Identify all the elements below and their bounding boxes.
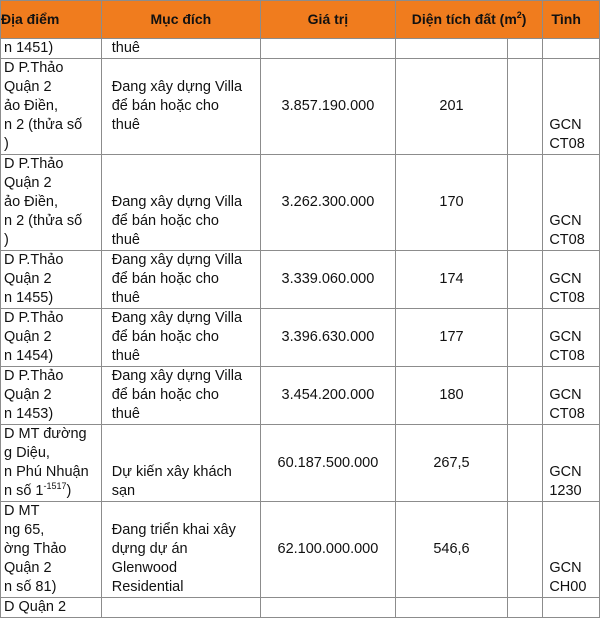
row-value [260, 39, 395, 59]
row-location: D P.Thảo Quận 2 ảo Điền, n 2 (thửa số ) [1, 155, 102, 251]
row-purpose: thuê [101, 39, 260, 59]
row-location: D P.Thảo Quận 2 n 1455) [1, 251, 102, 309]
row-status: GCN CH00 [543, 502, 600, 598]
row-value [260, 598, 395, 618]
row-value: 3.857.190.000 [260, 59, 395, 155]
row-area: 174 [395, 251, 507, 309]
row-status [543, 598, 600, 618]
row-area [395, 598, 507, 618]
row-value: 3.396.630.000 [260, 309, 395, 367]
header-area: Diện tích đất $(m^2)$ [395, 1, 542, 39]
row-status [543, 39, 600, 59]
row-value: 62.100.000.000 [260, 502, 395, 598]
row-location: D P.Thảo Quận 2 n 1454) [1, 309, 102, 367]
row-purpose: Đang xây dựng Villa để bán hoặc cho thuê [101, 367, 260, 425]
table-row [1, 39, 600, 59]
row-purpose: Đang xây dựng Villa để bán hoặc cho thuê [101, 251, 260, 309]
row-value: 60.187.500.000 [260, 425, 395, 502]
row-location: n 1451) [1, 39, 102, 59]
header-status: Tình [543, 1, 600, 39]
row-status: GCN 1230 [543, 425, 600, 502]
row-empty-cell [508, 39, 543, 59]
header-purpose: Mục đích [101, 1, 260, 39]
row-purpose [101, 598, 260, 618]
row-purpose: Đang triển khai xây dựng dự án Glenwood Residential [101, 502, 260, 598]
row-empty-cell [508, 598, 543, 618]
row-value: 3.339.060.000 [260, 251, 395, 309]
table-row [1, 59, 600, 155]
row-status: GCN CT08 [543, 59, 600, 155]
row-area: 170 [395, 155, 507, 251]
row-status: GCN CT08 [543, 367, 600, 425]
header-location: Địa điểm [1, 1, 102, 39]
table-row [1, 309, 600, 367]
row-empty-cell [508, 155, 543, 251]
row-empty-cell [508, 367, 543, 425]
row-purpose: Đang xây dựng Villa để bán hoặc cho thuê [101, 59, 260, 155]
row-area: 180 [395, 367, 507, 425]
row-purpose: Đang xây dựng Villa để bán hoặc cho thuê [101, 155, 260, 251]
row-area: 177 [395, 309, 507, 367]
row-empty-cell [508, 59, 543, 155]
table-row [1, 502, 600, 598]
row-location: D P.Thảo Quận 2 n 1453) [1, 367, 102, 425]
row-value: 3.454.200.000 [260, 367, 395, 425]
row-empty-cell [508, 309, 543, 367]
row-empty-cell [508, 251, 543, 309]
row-empty-cell [508, 425, 543, 502]
row-area: 201 [395, 59, 507, 155]
row-empty-cell [508, 502, 543, 598]
row-purpose: Dự kiến xây khách sạn [101, 425, 260, 502]
table-row [1, 425, 600, 502]
header-value: Giá trị [260, 1, 395, 39]
row-area: 546,6 [395, 502, 507, 598]
row-value: 3.262.300.000 [260, 155, 395, 251]
row-purpose: Đang xây dựng Villa để bán hoặc cho thuê [101, 309, 260, 367]
table-row [1, 251, 600, 309]
row-location: D Quận 2 [1, 598, 102, 618]
row-status: GCN CT08 [543, 155, 600, 251]
row-status: GCN CT08 [543, 251, 600, 309]
row-location: D MT đường g Diệu, n Phú Nhuận n số $1^{-1517}$) [1, 425, 102, 502]
row-area: 267,5 [395, 425, 507, 502]
table-row [1, 155, 600, 251]
row-location: D MT ng 65, ờng Thảo Quận 2 n số 81) [1, 502, 102, 598]
table-row [1, 598, 600, 618]
row-area [395, 39, 507, 59]
row-status: GCN CT08 [543, 309, 600, 367]
table-row [1, 367, 600, 425]
row-location: D P.Thảo Quận 2 ảo Điền, n 2 (thửa số ) [1, 59, 102, 155]
header-row [1, 1, 600, 39]
